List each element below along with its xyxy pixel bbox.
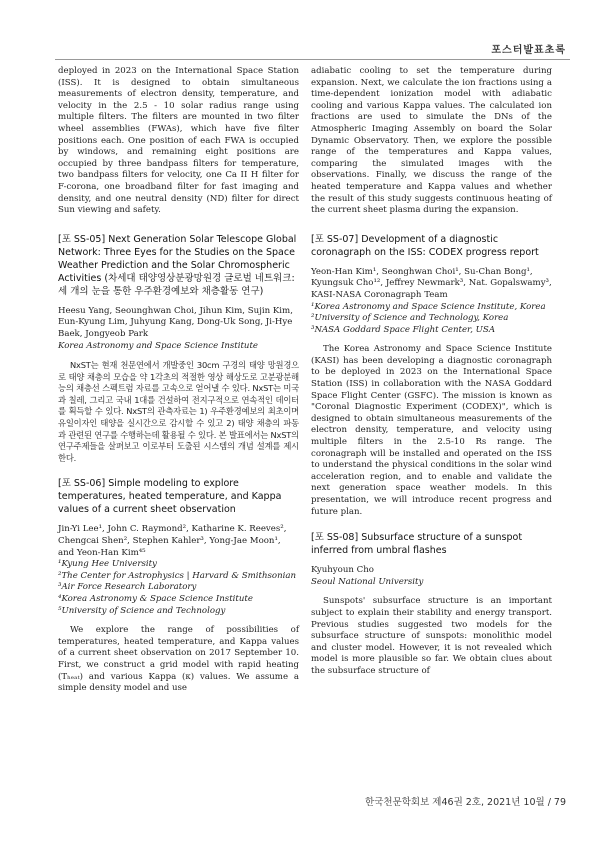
- ss08-affiliation: Seoul National University: [311, 576, 424, 587]
- ss05-title: [포 SS-05] Next Generation Solar Telescope Global Network: Three Eyes for the Studies on the Space Weather Prediction and the Solar Chromospheric Activities (차세대 태양영상분광망원경 글로벌 네트워크: 세 개의 눈을 통한 우주환경예보와 채층활동 연구): [58, 233, 297, 297]
- header-rule: [55, 59, 570, 60]
- continued-paragraph: adiabatic cooling to set the temperature during expansion. Next, we calculate the ion fractions using a time-dependent ionization model with adiabatic cooling and various Kappa values. The calculated ion fractions are used to simulate the DNs of the Atmospheric Imaging Assembly on board the Solar Dynamic Observatory. Then, we explore the possible range of the temperatures and Kappa values, comparing the simulated images with the observations. Finally, we discuss the range of the heated temperature and Kappa values and whether the result of this study suggests continuous heating of the current sheet plasma during the expansion.: [311, 66, 552, 216]
- ss06-aff-4: ⁴Korea Astronomy & Space Science Institute: [58, 594, 253, 604]
- page-header: 포스터발표초록: [491, 45, 566, 56]
- ss07-aff-3: ³NASA Goddard Space Flight Center, USA: [311, 324, 496, 335]
- ss06-aff-5: ⁵University of Science and Technology: [58, 605, 226, 616]
- ss08-authors: Kyuhyoun Cho: [311, 565, 374, 576]
- ss07-authors: Yeon-Han Kim¹, Seonghwan Choi¹, Su-Chan Bong¹, Kyungsuk Cho¹², Jeffrey Newmark³, Nat. Gopalswamy³, KASI-NASA Coronagraph Team: [311, 266, 552, 300]
- ss07-title: [포 SS-07] Development of a diagnostic coronagraph on the ISS: CODEX progress report: [311, 233, 539, 258]
- intro-paragraph: deployed in 2023 on the International Space Station (ISS). It is designed to obtain simultaneous measurements of electron density, temperature, and velocity in the 2.5 - 10 solar radius range using multiple filters. The filters are mounted in two filter wheel assemblies (FWAs), which have five filter positions each. One position of each FWA is occupied by windows, and remaining eight positions are occupied by three bandpass filters for temperature, two bandpass filters for velocity, one Ca II H filter for F-corona, one broadband filter for fast imaging and density, and one neutral density (ND) filter for direct Sun viewing and safety.: [58, 66, 299, 216]
- ss08-body: Sunspots' subsurface structure is an important subject to explain their stability and energy transport. Previous studies suggested two models for the subsurface structure of sunspots: monolithic model and cluster model. However, it is not revealed which model is more plausible so far. We obtain clues about the subsurface structure of: [311, 596, 552, 676]
- ss06-aff-3: ³Air Force Research Laboratory: [58, 582, 197, 593]
- ss06-body: We explore the range of possibilities of temperatures, heated temperature, and Kappa values of a current sheet observation on 2017 September 10. First, we construct a grid model with rapid heating (Tₕₑₐₜ) and various Kappa (κ) values. We assume a simple density model and use: [58, 625, 299, 694]
- ss05-affiliation: Korea Astronomy and Space Science Institute: [58, 340, 259, 351]
- ss06-authors: Jin-Yi Lee¹, John C. Raymond², Katharine K. Reeves², Chengcai Shen², Stephen Kahler³, Yong-Jae Moon¹, and Yeon-Han Kim⁴⁵: [58, 524, 287, 558]
- ss05-body: NxST는 현재 천문연에서 개발중인 30cm 구경의 태양 망원경으로 태양 채층의 모습을 약 1각초의 적절한 영상 해상도로 고분광분해능의 채층선 스펙트럼 자료를 고속으로 얻어낼 수 있다. NxST는 미국과 칠레, 그리고 국내 1대를 건설하여 전지구적으로 연속적인 데이터를 획득할 수 있다. NxST의 관측자료는 1) 우주환경예보의 최초이며 유일이자인 태양을 실시간으로 감시할 수 있고 2) 태양 채층의 파동과 관련된 연구를 수행하는데 활용될 수 있다. 본 발표에서는 NxST의 연구주제들을 살펴보고 이로부터 도출된 시스템의 개념 설계를 제시한다.: [58, 360, 299, 463]
- ss05-authors: Heesu Yang, Seounghwan Choi, Jihun Kim, Sujin Kim, Eun-Kyung Lim, Juhyung Kang, Dong-Uk Song, Ji-Hye Baek, Jongyeob Park: [58, 305, 293, 339]
- ss08-title: [포 SS-08] Subsurface structure of a sunspot inferred from umbral flashes: [311, 532, 523, 557]
- right-column: [311, 66, 552, 678]
- left-column: [58, 66, 299, 695]
- ss07-body: The Korea Astronomy and Space Science Institute (KASI) has been developing a diagnostic coronagraph to be deployed in 2023 on the International Space Station (ISS) in collaboration with the NASA Goddard Space Flight Center (GSFC). The mission is known as "Coronal Diagnostic Experiment (CODEX)", which is designed to obtain simultaneous measurements of the electron density, temperature, and velocity using multiple filters in the 2.5-10 Rs range. The coronagraph will be installed and operated on the ISS to understand the physical conditions in the solar wind acceleration region, and to enable and validate the next generation space weather models. In this presentation, we will introduce recent progress and future plan.: [311, 344, 552, 517]
- ss07-aff-1: ¹Korea Astronomy and Space Science Institute, Korea: [311, 301, 546, 312]
- ss07-aff-2: ²University of Science and Technology, Korea: [311, 313, 509, 324]
- ss06-aff-2: ²The Center for Astrophysics | Harvard & Smithsonian: [58, 570, 297, 581]
- ss06-title: [포 SS-06] Simple modeling to explore temperatures, heated temperature, and Kappa values of a current sheet observation: [58, 478, 282, 516]
- ss06-aff-1: ¹Kyung Hee University: [58, 559, 157, 570]
- page-footer: 한국천문학회보 제46권 2호, 2021년 10월 / 79: [365, 797, 566, 808]
